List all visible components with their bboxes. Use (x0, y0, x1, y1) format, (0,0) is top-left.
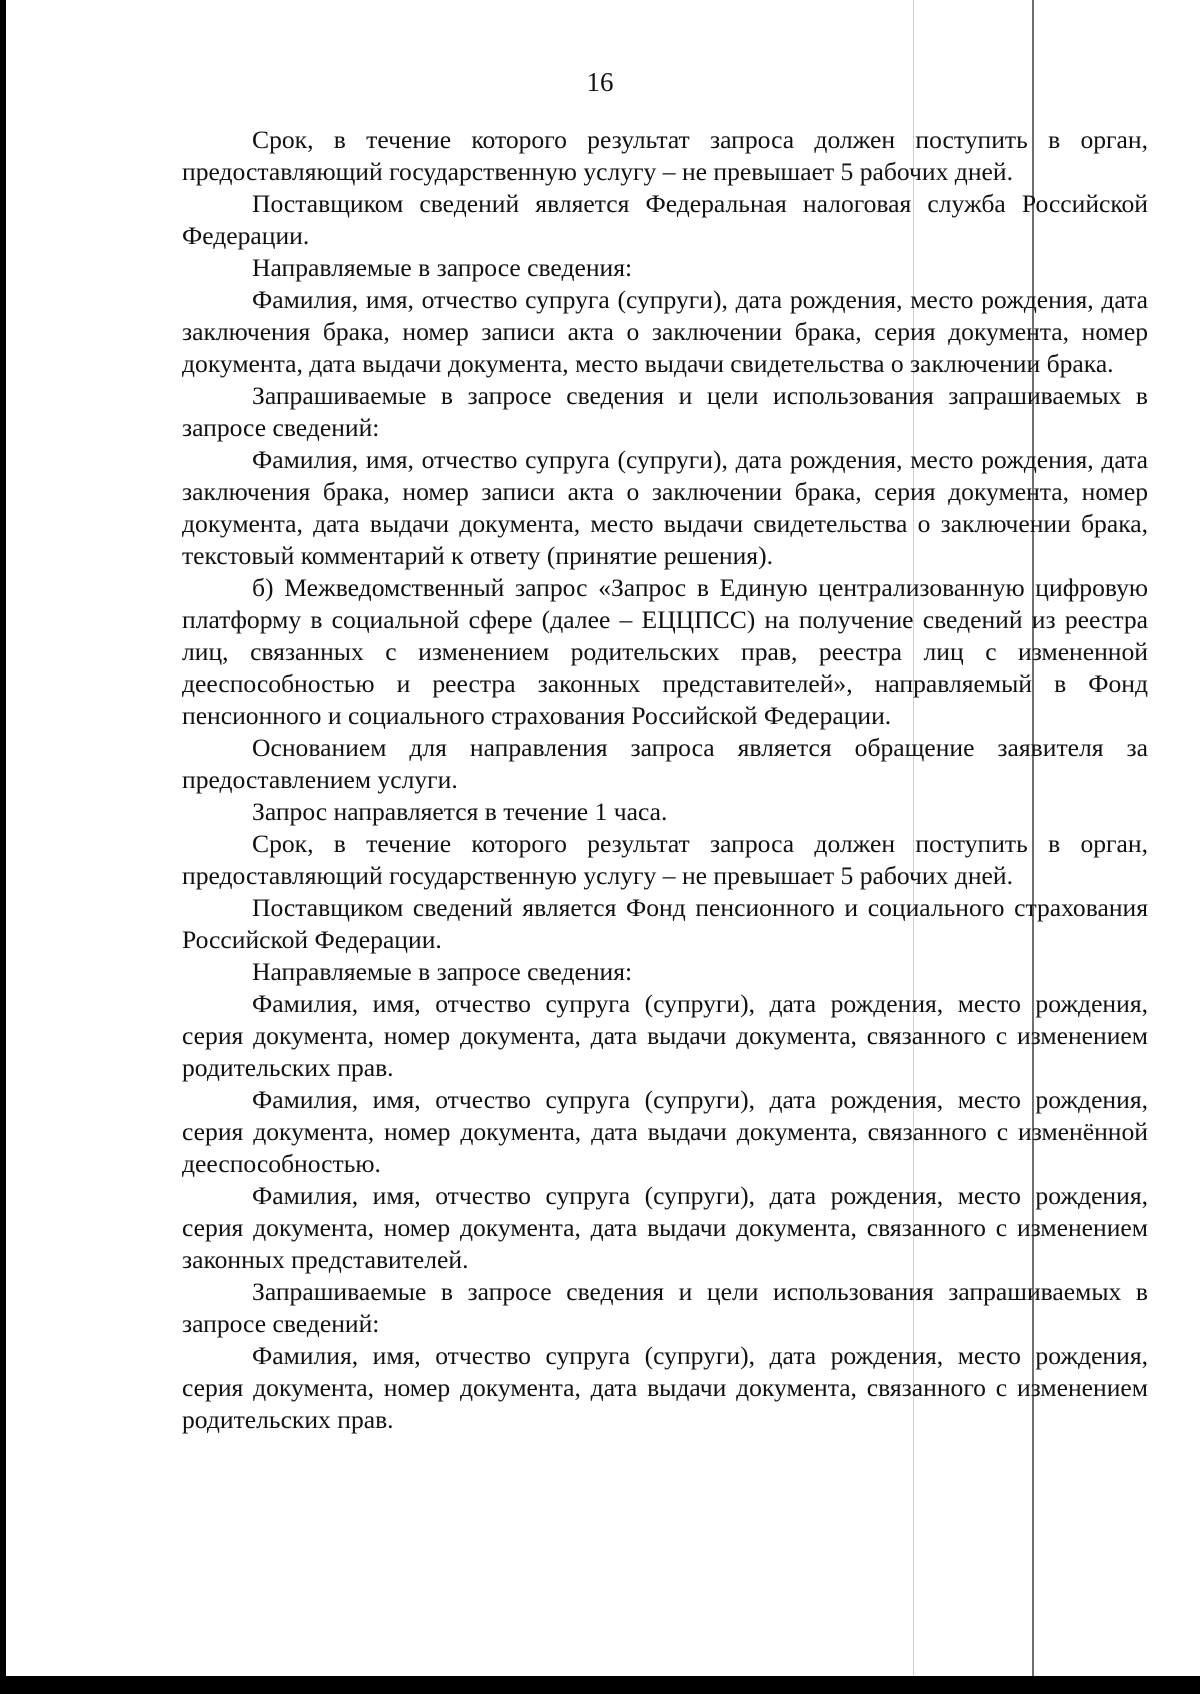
paragraph: Срок, в течение которого результат запроса должен поступить в орган, предоставляющий государственную услугу – не превышает 5 рабочих дней. (182, 125, 1148, 186)
paragraph: Фамилия, имя, отчество супруга (супруги), дата рождения, место рождения, дата заключения брака, номер записи акта о заключении брака, серия документа, номер документа, дата выдачи документа, место выдачи свидетельства о заключении брака. (182, 285, 1148, 378)
paragraph: Запрашиваемые в запросе сведения и цели использования запрашиваемых в запросе сведений: (182, 1277, 1148, 1338)
paragraph: Фамилия, имя, отчество супруга (супруги), дата рождения, место рождения, дата заключения брака, номер записи акта о заключении брака, серия документа, номер документа, дата выдачи документа, место выдачи свидетельства о заключении брака, текстовый комментарий к ответу (принятие решения). (182, 445, 1148, 570)
paragraph: Фамилия, имя, отчество супруга (супруги), дата рождения, место рождения, серия документа, номер документа, дата выдачи документа, связанного с изменением законных представителей. (182, 1181, 1148, 1274)
paragraph: Фамилия, имя, отчество супруга (супруги), дата рождения, место рождения, серия документа, номер документа, дата выдачи документа, связанного с изменением родительских прав. (182, 1341, 1148, 1434)
scan-left-edge (0, 0, 6, 1694)
paragraph: Поставщиком сведений является Федеральная налоговая служба Российской Федерации. (182, 189, 1148, 250)
paragraph: Направляемые в запросе сведения: (252, 957, 633, 986)
paragraph: Фамилия, имя, отчество супруга (супруги), дата рождения, место рождения, серия документа, номер документа, дата выдачи документа, связанного с изменением родительских прав. (182, 989, 1148, 1082)
paragraph: Направляемые в запросе сведения: (252, 253, 633, 282)
paragraph: Фамилия, имя, отчество супруга (супруги), дата рождения, место рождения, серия документа, номер документа, дата выдачи документа, связанного с изменённой дееспособностью. (182, 1085, 1148, 1178)
scan-bottom-edge (0, 1676, 1200, 1694)
paragraph: Срок, в течение которого результат запроса должен поступить в орган, предоставляющий государственную услугу – не превышает 5 рабочих дней. (182, 829, 1148, 890)
paragraph: Запрос направляется в течение 1 часа. (252, 797, 668, 826)
paragraph: Поставщиком сведений является Фонд пенсионного и социального страхования Российской Федерации. (182, 893, 1148, 954)
document-body (182, 124, 1148, 1436)
paragraph: Основанием для направления запроса является обращение заявителя за предоставлением услуги. (182, 733, 1148, 794)
paragraph: Запрашиваемые в запросе сведения и цели использования запрашиваемых в запросе сведений: (182, 381, 1148, 442)
paragraph: б) Межведомственный запрос «Запрос в Единую централизованную цифровую платформу в социальной сфере (далее – ЕЦЦПСС) на получение сведений из реестра лиц, связанных с изменением родительских прав, реестра лиц с измененной дееспособностью и реестра законных представителей», направляемый в Фонд пенсионного и социального страхования Российской Федерации. (182, 573, 1148, 730)
page-number: 16 (586, 67, 614, 97)
